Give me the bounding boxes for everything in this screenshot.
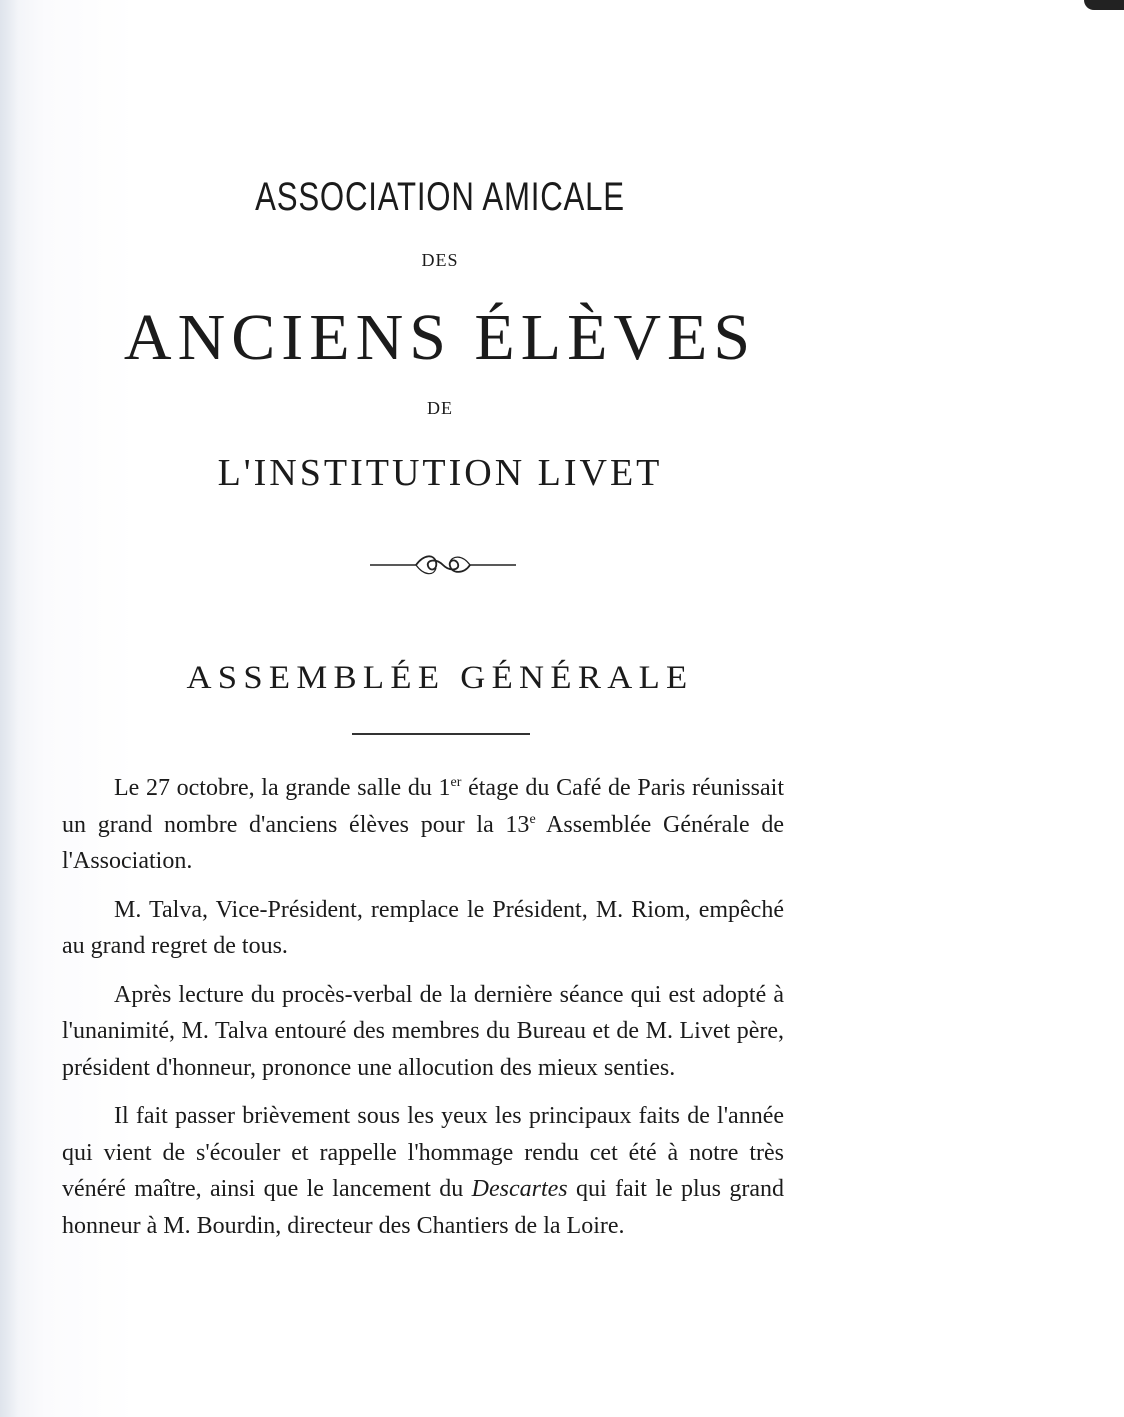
p1-text-b: étage du Café de Paris réunissait un grand nombre d'anciens élèves pour la 13 bbox=[62, 775, 785, 838]
section-rule bbox=[352, 733, 530, 735]
paragraph-3: Après lecture du procès-verbal de la dernière séance qui est adopté à l'unanimité, M. Talva entouré des membres du Bureau et de M. Livet père, président d'honneur, prononce une allocution des mieux senties. bbox=[62, 981, 784, 1081]
corner-mark bbox=[1084, 0, 1124, 10]
paragraph-1 bbox=[62, 770, 784, 880]
header-anciens-eleves: ANCIENS ÉLÈVES bbox=[123, 301, 757, 374]
section-title-assemblee-generale: ASSEMBLÉE GÉNÉRALE bbox=[186, 660, 694, 696]
p1-text-a: Le 27 octobre, la grande salle du 1 bbox=[114, 775, 451, 801]
header-association-amicale: ASSOCIATION AMICALE bbox=[255, 175, 625, 219]
page-shadow-edge bbox=[0, 0, 18, 1417]
p1-superscript-er: er bbox=[450, 775, 462, 790]
p4-text-a: Il fait passer brièvement sous les yeux les principaux faits de l'année qui vient de s'écouler et rappelle l'hommage rendu cet été à notre très vénéré maître, ainsi que le lancement du bbox=[62, 1103, 784, 1202]
p1-superscript-e: e bbox=[529, 811, 536, 827]
p1-text-c: Assemblée Générale de l'Association. bbox=[62, 811, 784, 874]
header-de: DE bbox=[427, 398, 453, 418]
body-text bbox=[62, 770, 784, 1244]
header-des: DES bbox=[421, 250, 459, 270]
header-institution-livet: L'INSTITUTION LIVET bbox=[217, 452, 663, 494]
scroll-ornament-icon bbox=[368, 550, 518, 580]
paragraph-4 bbox=[62, 1098, 784, 1244]
p4-text-b: qui fait le plus grand honneur à M. Bourdin, directeur des Chantiers de la Loire. bbox=[62, 1176, 784, 1239]
paragraph-2: M. Talva, Vice-Président, remplace le Président, M. Riom, empêché au grand regret de tous. bbox=[62, 896, 784, 959]
p4-ship-name: Descartes bbox=[471, 1176, 568, 1202]
